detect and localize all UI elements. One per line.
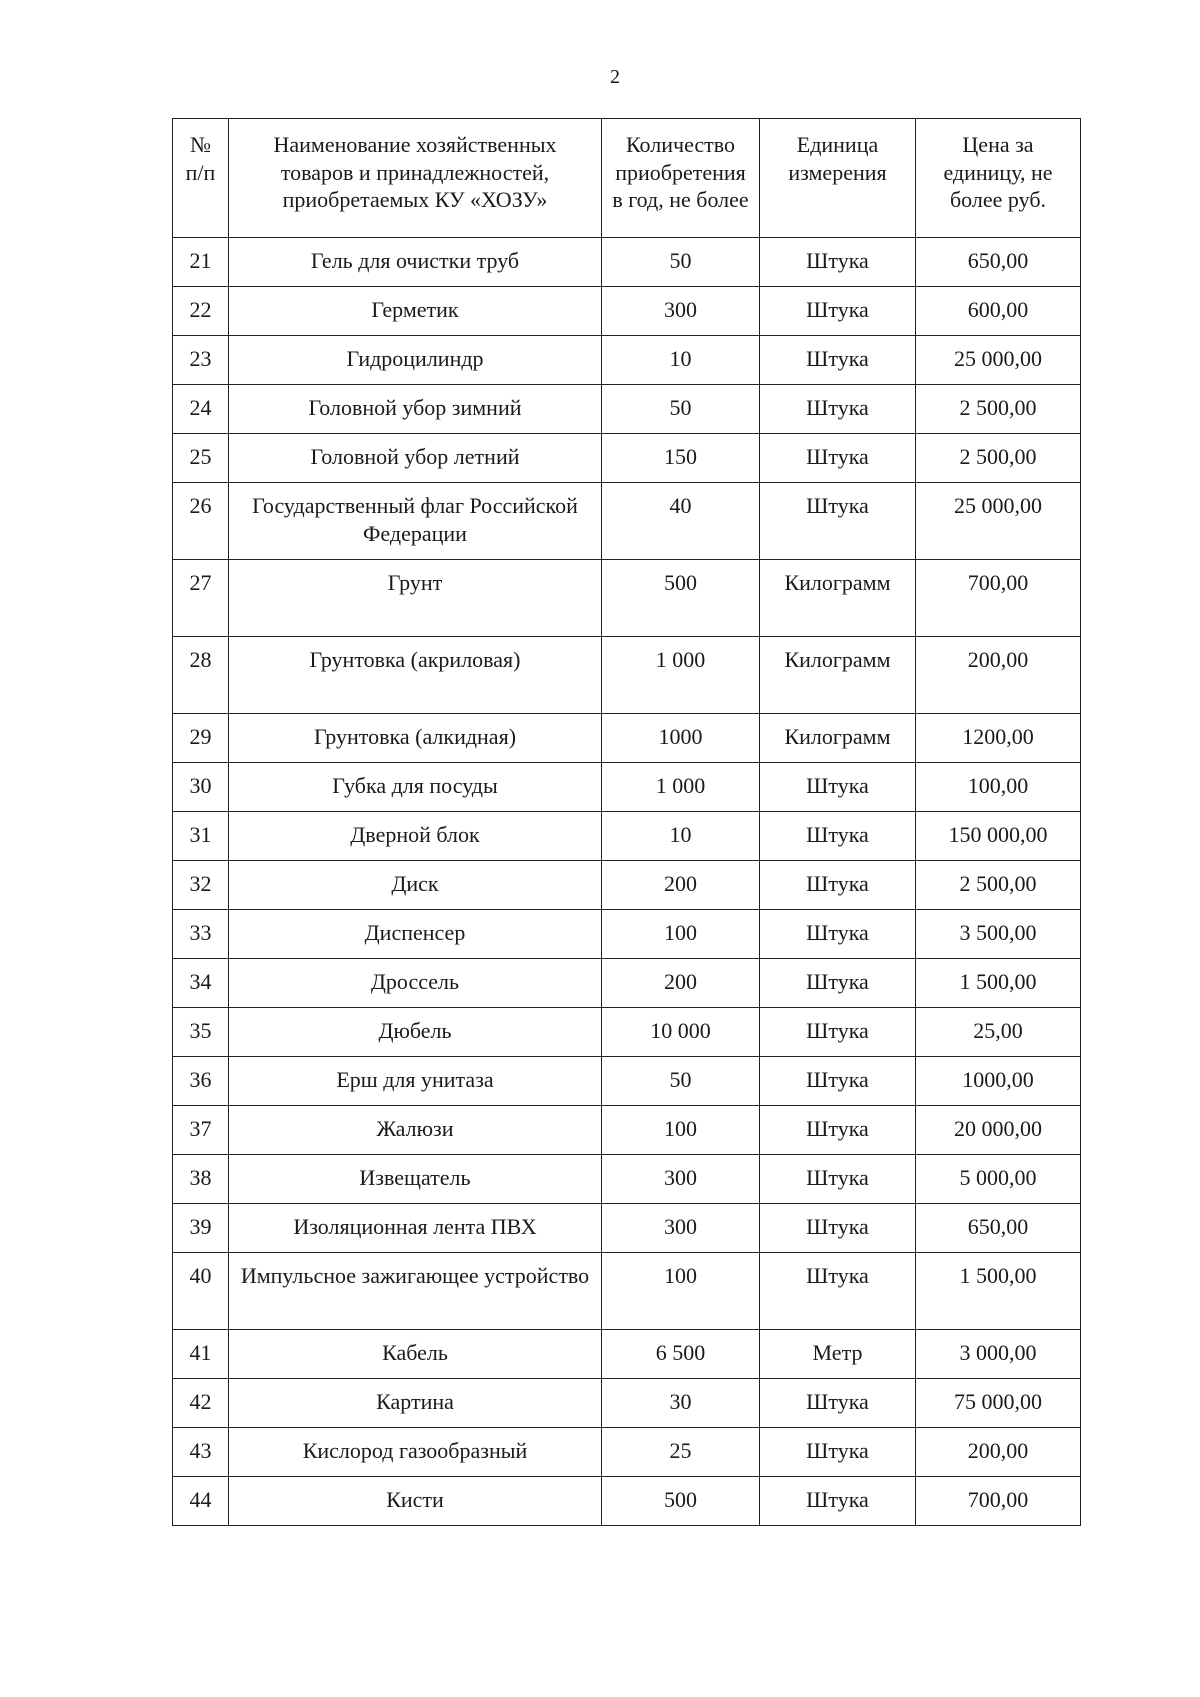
cell-num: 27 bbox=[173, 560, 229, 637]
cell-name: Герметик bbox=[229, 287, 602, 336]
cell-num: 23 bbox=[173, 336, 229, 385]
cell-unit: Штука bbox=[760, 1106, 916, 1155]
header-price: Цена за единицу, не более руб. bbox=[916, 119, 1081, 238]
cell-price: 1200,00 bbox=[916, 714, 1081, 763]
cell-unit: Штука bbox=[760, 1428, 916, 1477]
table-row bbox=[173, 1204, 1081, 1253]
cell-unit: Штука bbox=[760, 1253, 916, 1330]
goods-table bbox=[172, 118, 1081, 1526]
cell-qty: 10 bbox=[602, 812, 760, 861]
cell-num: 30 bbox=[173, 763, 229, 812]
cell-num: 24 bbox=[173, 385, 229, 434]
table-row bbox=[173, 812, 1081, 861]
cell-num: 40 bbox=[173, 1253, 229, 1330]
table-row bbox=[173, 1155, 1081, 1204]
cell-unit: Штука bbox=[760, 385, 916, 434]
table-row bbox=[173, 385, 1081, 434]
cell-unit: Штука bbox=[760, 483, 916, 560]
table-row bbox=[173, 1428, 1081, 1477]
cell-qty: 1 000 bbox=[602, 763, 760, 812]
cell-num: 38 bbox=[173, 1155, 229, 1204]
cell-num: 34 bbox=[173, 959, 229, 1008]
cell-num: 44 bbox=[173, 1477, 229, 1526]
cell-name: Головной убор летний bbox=[229, 434, 602, 483]
cell-qty: 1000 bbox=[602, 714, 760, 763]
cell-num: 25 bbox=[173, 434, 229, 483]
table-row bbox=[173, 637, 1081, 714]
cell-qty: 1 000 bbox=[602, 637, 760, 714]
cell-qty: 100 bbox=[602, 1253, 760, 1330]
cell-name: Импульсное зажигающее устройство bbox=[229, 1253, 602, 1330]
cell-price: 600,00 bbox=[916, 287, 1081, 336]
cell-price: 650,00 bbox=[916, 1204, 1081, 1253]
cell-num: 22 bbox=[173, 287, 229, 336]
table-header-row bbox=[173, 119, 1081, 238]
cell-num: 36 bbox=[173, 1057, 229, 1106]
cell-qty: 500 bbox=[602, 1477, 760, 1526]
cell-name: Дроссель bbox=[229, 959, 602, 1008]
cell-num: 41 bbox=[173, 1330, 229, 1379]
cell-qty: 50 bbox=[602, 238, 760, 287]
cell-price: 150 000,00 bbox=[916, 812, 1081, 861]
table-row bbox=[173, 1477, 1081, 1526]
cell-name: Губка для посуды bbox=[229, 763, 602, 812]
cell-name: Грунтовка (алкидная) bbox=[229, 714, 602, 763]
cell-name: Кабель bbox=[229, 1330, 602, 1379]
cell-qty: 25 bbox=[602, 1428, 760, 1477]
cell-price: 1 500,00 bbox=[916, 959, 1081, 1008]
cell-price: 700,00 bbox=[916, 560, 1081, 637]
cell-num: 21 bbox=[173, 238, 229, 287]
cell-price: 200,00 bbox=[916, 1428, 1081, 1477]
table-row bbox=[173, 861, 1081, 910]
cell-unit: Штука bbox=[760, 812, 916, 861]
cell-name: Диспенсер bbox=[229, 910, 602, 959]
cell-name: Государственный флаг Российской Федерации bbox=[229, 483, 602, 560]
cell-name: Грунт bbox=[229, 560, 602, 637]
header-name: Наименование хозяйственных товаров и принадлежностей, приобретаемых КУ «ХОЗУ» bbox=[229, 119, 602, 238]
cell-unit: Метр bbox=[760, 1330, 916, 1379]
cell-name: Кисти bbox=[229, 1477, 602, 1526]
cell-qty: 100 bbox=[602, 910, 760, 959]
cell-name: Гидроцилиндр bbox=[229, 336, 602, 385]
table-row bbox=[173, 763, 1081, 812]
page-number: 2 bbox=[610, 66, 620, 88]
cell-qty: 40 bbox=[602, 483, 760, 560]
table-row bbox=[173, 714, 1081, 763]
cell-unit: Штука bbox=[760, 763, 916, 812]
cell-price: 2 500,00 bbox=[916, 385, 1081, 434]
cell-price: 5 000,00 bbox=[916, 1155, 1081, 1204]
cell-price: 75 000,00 bbox=[916, 1379, 1081, 1428]
cell-qty: 100 bbox=[602, 1106, 760, 1155]
cell-name: Гель для очистки труб bbox=[229, 238, 602, 287]
cell-name: Изоляционная лента ПВХ bbox=[229, 1204, 602, 1253]
cell-name: Головной убор зимний bbox=[229, 385, 602, 434]
cell-qty: 200 bbox=[602, 861, 760, 910]
cell-name: Дверной блок bbox=[229, 812, 602, 861]
cell-qty: 300 bbox=[602, 287, 760, 336]
cell-num: 42 bbox=[173, 1379, 229, 1428]
cell-unit: Штука bbox=[760, 861, 916, 910]
cell-price: 3 500,00 bbox=[916, 910, 1081, 959]
cell-name: Извещатель bbox=[229, 1155, 602, 1204]
table-row bbox=[173, 1106, 1081, 1155]
cell-price: 700,00 bbox=[916, 1477, 1081, 1526]
cell-price: 3 000,00 bbox=[916, 1330, 1081, 1379]
cell-price: 25 000,00 bbox=[916, 483, 1081, 560]
table-row bbox=[173, 287, 1081, 336]
table-body bbox=[173, 238, 1081, 1526]
header-qty: Количество приобретения в год, не более bbox=[602, 119, 760, 238]
cell-unit: Штука bbox=[760, 910, 916, 959]
cell-qty: 300 bbox=[602, 1204, 760, 1253]
cell-name: Ерш для унитаза bbox=[229, 1057, 602, 1106]
cell-name: Жалюзи bbox=[229, 1106, 602, 1155]
cell-num: 31 bbox=[173, 812, 229, 861]
cell-name: Кислород газообразный bbox=[229, 1428, 602, 1477]
table-row bbox=[173, 1253, 1081, 1330]
cell-price: 2 500,00 bbox=[916, 434, 1081, 483]
header-num: № п/п bbox=[173, 119, 229, 238]
cell-qty: 10 bbox=[602, 336, 760, 385]
cell-unit: Килограмм bbox=[760, 560, 916, 637]
cell-unit: Штука bbox=[760, 1155, 916, 1204]
table-row bbox=[173, 483, 1081, 560]
cell-unit: Килограмм bbox=[760, 637, 916, 714]
cell-unit: Штука bbox=[760, 238, 916, 287]
cell-num: 37 bbox=[173, 1106, 229, 1155]
cell-qty: 30 bbox=[602, 1379, 760, 1428]
cell-name: Грунтовка (акриловая) bbox=[229, 637, 602, 714]
cell-num: 28 bbox=[173, 637, 229, 714]
cell-qty: 150 bbox=[602, 434, 760, 483]
cell-unit: Килограмм bbox=[760, 714, 916, 763]
cell-unit: Штука bbox=[760, 1057, 916, 1106]
table-row bbox=[173, 910, 1081, 959]
cell-price: 2 500,00 bbox=[916, 861, 1081, 910]
cell-num: 33 bbox=[173, 910, 229, 959]
cell-unit: Штука bbox=[760, 336, 916, 385]
cell-price: 25 000,00 bbox=[916, 336, 1081, 385]
cell-price: 25,00 bbox=[916, 1008, 1081, 1057]
cell-price: 100,00 bbox=[916, 763, 1081, 812]
cell-price: 1000,00 bbox=[916, 1057, 1081, 1106]
cell-qty: 200 bbox=[602, 959, 760, 1008]
cell-num: 39 bbox=[173, 1204, 229, 1253]
cell-unit: Штука bbox=[760, 1477, 916, 1526]
cell-price: 200,00 bbox=[916, 637, 1081, 714]
table-row bbox=[173, 1330, 1081, 1379]
table-row bbox=[173, 560, 1081, 637]
cell-price: 1 500,00 bbox=[916, 1253, 1081, 1330]
header-unit: Единица измерения bbox=[760, 119, 916, 238]
table-row bbox=[173, 1008, 1081, 1057]
cell-unit: Штука bbox=[760, 1204, 916, 1253]
cell-name: Дюбель bbox=[229, 1008, 602, 1057]
cell-num: 35 bbox=[173, 1008, 229, 1057]
cell-qty: 10 000 bbox=[602, 1008, 760, 1057]
cell-unit: Штука bbox=[760, 1008, 916, 1057]
cell-qty: 6 500 bbox=[602, 1330, 760, 1379]
cell-num: 29 bbox=[173, 714, 229, 763]
cell-num: 32 bbox=[173, 861, 229, 910]
cell-unit: Штука bbox=[760, 1379, 916, 1428]
cell-name: Диск bbox=[229, 861, 602, 910]
table-row bbox=[173, 959, 1081, 1008]
cell-unit: Штука bbox=[760, 959, 916, 1008]
table-row bbox=[173, 336, 1081, 385]
cell-unit: Штука bbox=[760, 434, 916, 483]
table-row bbox=[173, 238, 1081, 287]
cell-qty: 50 bbox=[602, 1057, 760, 1106]
cell-qty: 50 bbox=[602, 385, 760, 434]
cell-name: Картина bbox=[229, 1379, 602, 1428]
table-row bbox=[173, 434, 1081, 483]
cell-num: 43 bbox=[173, 1428, 229, 1477]
cell-price: 20 000,00 bbox=[916, 1106, 1081, 1155]
cell-qty: 300 bbox=[602, 1155, 760, 1204]
cell-qty: 500 bbox=[602, 560, 760, 637]
cell-num: 26 bbox=[173, 483, 229, 560]
table-row bbox=[173, 1057, 1081, 1106]
cell-unit: Штука bbox=[760, 287, 916, 336]
cell-price: 650,00 bbox=[916, 238, 1081, 287]
table-row bbox=[173, 1379, 1081, 1428]
